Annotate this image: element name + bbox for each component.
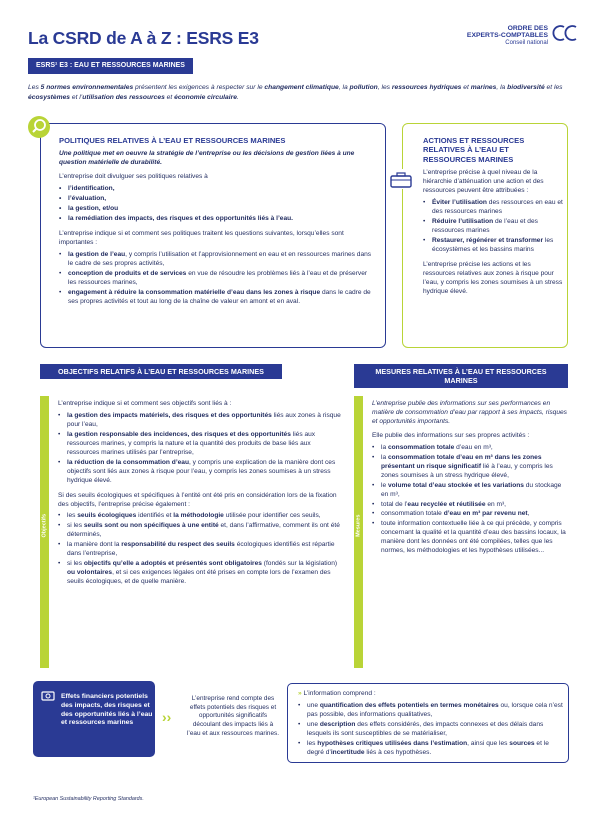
politiques-lead: Une politique met en oeuvre la stratégie de l’entreprise ou les décisions de gestion liées à une question matérielle de durabilité.	[59, 150, 355, 167]
actions-list	[423, 199, 563, 255]
list-item: • l’évaluation,	[59, 195, 377, 204]
actions-p2: L’entreprise précise les actions et les ressources relatives aux zones à risque pour l’eau, y compris les zones soumises à un stress hydrique élevé.	[423, 261, 563, 295]
toolbox-icon	[388, 168, 414, 190]
politiques-box	[40, 123, 386, 348]
mesures-strip: Mesures	[354, 396, 363, 668]
logo-line2: EXPERTS-COMPTABLES	[466, 32, 548, 40]
mesures-section	[354, 396, 568, 668]
info-box	[287, 683, 569, 763]
mesures-lead: L’entreprise publie des informations sur ses performances en matière de consommation d’eau par rapport à ses impacts, risques et opportunités importants.	[372, 400, 567, 425]
list-item: • toute information contextuelle liée à ce qui précède, y compris concernant la qualité et la quantité d’eau des bassins locaux, la manière dont les données ont été compilées, telles que les normes, les méthodologies et les hypothèses utilisées...	[372, 520, 568, 556]
mesures-list	[372, 444, 568, 556]
list-item: • Éviter l’utilisation des ressources en eau et des ressources marines	[423, 199, 563, 217]
effets-description: L’entreprise rend compte des effets potentiels des risques et opportunités significatifs découlant des impacts liés à l’eau et aux ressources marines.	[187, 695, 279, 737]
info-head: » L’information comprend :	[298, 690, 376, 697]
magnifier-icon	[28, 116, 50, 138]
list-item: • une quantification des effets potentiels en termes monétaires ou, lorsque cela n’est pas possible, des informations qualitatives,	[298, 702, 564, 720]
logo-line1: ORDRE DES	[507, 25, 548, 32]
list-item: • Restaurer, régénérer et transformer les écosystèmes et les bassins marins	[423, 237, 563, 255]
list-item: • la gestion des impacts matériels, des risques et des opportunités liés aux zones à risque pour l’eau,	[58, 412, 343, 430]
objectifs-strip: Objectifs	[40, 396, 49, 668]
politiques-list2	[59, 251, 377, 307]
logo	[456, 25, 582, 57]
list-item: • engagement à réduire la consommation matérielle d’eau dans les zones à risque dans le cadre de ses propres activités et tout au long de la chaîne de valeur en amont et en aval.	[59, 289, 377, 307]
info-list	[298, 702, 564, 758]
list-item: • la gestion responsable des incidences, des risques et des opportunités liés aux ressources marines, y compris la nature et la quantité des produits de base liés aux ressources marines utilisés par l’entreprise,	[58, 431, 343, 458]
list-item: • la gestion, et/ou	[59, 205, 377, 214]
politiques-list1	[59, 185, 377, 224]
list-item: • les hypothèses critiques utilisées dans l’estimation, ainsi que les sources et le degré d’incertitude liés à ces hypothèses.	[298, 740, 564, 758]
list-item: • la remédiation des impacts, des risques et des opportunités liés à l’eau.	[59, 215, 377, 224]
objectifs-p1: L’entreprise indique si et comment ses objectifs sont liés à :	[58, 400, 232, 407]
objectifs-section	[40, 396, 346, 668]
list-item: • les seuils écologiques identifiés et la méthodologie utilisée pour identifier ces seuils,	[58, 512, 343, 521]
list-item: • si les seuils sont ou non spécifiques à une entité et, dans l’affirmative, comment ils ont été déterminés,	[58, 522, 343, 540]
intro-text: Les 5 normes environnementales présentent les exigences à respecter sur le changement climatique, la pollution, les ressources hydriques et marines, la biodiversité et les écosystèmes et l’utilisation des ressources et économie circulaire.	[28, 84, 563, 101]
list-item: • la consommation totale d’eau en m³,	[372, 444, 568, 453]
list-item: • le volume total d’eau stockée et les variations du stockage en m³,	[372, 482, 568, 500]
objectifs-header: OBJECTIFS RELATIFS À L’EAU ET RESSOURCES MARINES	[40, 364, 282, 379]
effets-label: Effets financiers potentiels des impacts, des risques et des opportunités liés à l’eau et ressources marines	[61, 693, 153, 727]
list-item: • l’identification,	[59, 185, 377, 194]
politiques-title: POLITIQUES RELATIVES À L’EAU ET RESSOURCES MARINES	[59, 136, 286, 145]
actions-box	[402, 123, 568, 348]
list-item: • consommation totale d’eau en m³ par revenu net,	[372, 510, 568, 519]
page-title: La CSRD de A à Z : ESRS E3	[28, 28, 259, 48]
list-item: • Réduire l’utilisation de l’eau et des ressources marines	[423, 218, 563, 236]
chevron-right-icon: »	[298, 690, 304, 697]
politiques-p2: L’entreprise indique si et comment ses politiques traitent les questions suivantes, lorsqu’elles sont importantes :	[59, 230, 344, 247]
objectifs-p2: Si des seuils écologiques et spécifiques à l’entité ont été pris en considération lors de la fixation des objectifs, l’entreprise précise également :	[58, 491, 337, 508]
list-item: • total de l’eau recyclée et réutilisée en m³,	[372, 501, 568, 510]
logo-line3: Conseil national	[505, 40, 548, 46]
politiques-p1: L’entreprise doit divulguer ses politiques relatives à	[59, 173, 208, 181]
list-item: • la manière dont la responsabilité du respect des seuils écologiques identifiés est répartie dans l’entreprise,	[58, 541, 343, 559]
mesures-p1: Elle publie des informations sur ses propres activités :	[372, 431, 530, 439]
actions-p1: L’entreprise précise à quel niveau de la hiérarchie d’atténuation une action et des ressources peuvent être attribuées :	[423, 169, 544, 195]
list-item: • la gestion de l’eau, y compris l’utilisation et l’approvisionnement en eau et en ressources marines dans le cadre de ses propres activités,	[59, 251, 377, 269]
list-item: • la réduction de la consommation d’eau, y compris une explication de la manière dont ces objectifs sont liés aux zones à risque pour l’eau, y compris les zones soumises à un stress hydrique élevé.	[58, 459, 343, 486]
chevron-right-icon: ››	[162, 709, 172, 725]
objectifs-list	[58, 412, 343, 486]
seuils-list	[58, 512, 343, 587]
mesures-header: MESURES RELATIVES À L’EAU ET RESSOURCES MARINES	[354, 364, 568, 388]
list-item: • conception de produits et de services en vue de résoudre les problèmes liés à l’eau et de préserver les ressources marines,	[59, 270, 377, 288]
list-item: • si les objectifs qu’elle a adoptés et présentés sont obligatoires (fondés sur la législation) ou volontaires, et si ces exigences légales ont été prises en compte lors de l’examen des seuils écologiques, et de quelle manière.	[58, 560, 343, 587]
logo-mark-icon	[550, 25, 580, 41]
section-tag: ESRS¹ E3 : EAU ET RESSOURCES MARINES	[28, 58, 193, 74]
list-item: • une description des effets considérés, des impacts connexes et des délais dans lesquels ils sont susceptibles de se matérialiser,	[298, 721, 564, 739]
money-icon	[41, 689, 55, 703]
list-item: • la consommation totale d’eau en m³ dans les zones présentant un risque significatif lié à l’eau, y compris les zones soumises à un stress hydrique élevé,	[372, 454, 568, 481]
effets-box	[33, 681, 155, 757]
footnote: ¹European Sustainability Reporting Standards.	[33, 796, 144, 802]
actions-title: ACTIONS ET RESSOURCES RELATIVES À L’EAU ET RESSOURCES MARINES	[423, 136, 525, 164]
